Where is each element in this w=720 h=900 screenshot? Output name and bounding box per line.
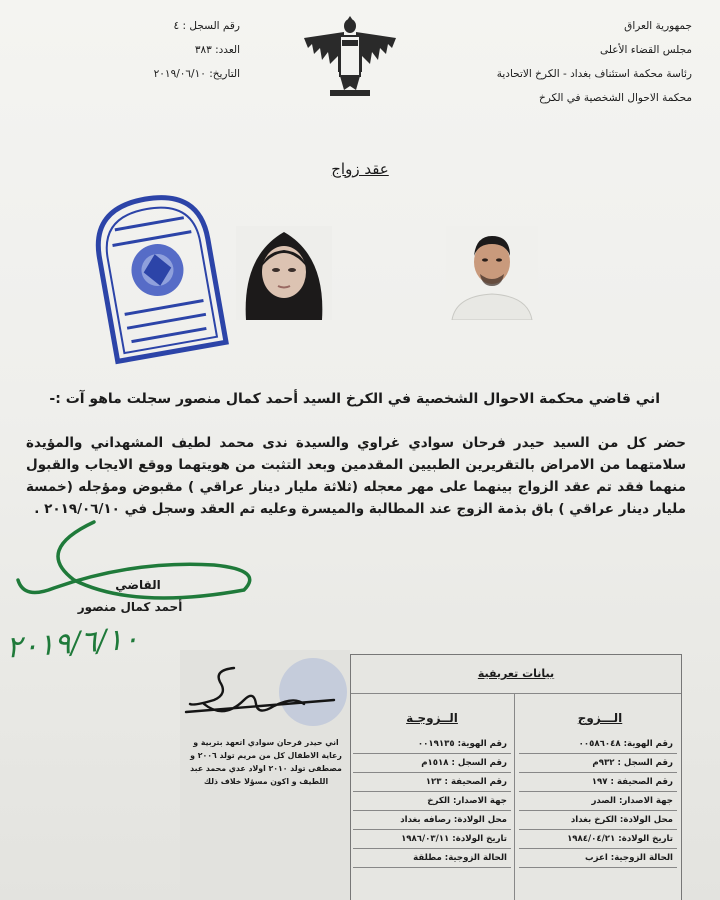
declaration-note: اني حيدر فرحان سوادي اتعهد بتربية و رعاية الاطفال كل من مريم تولد ٢٠٠٦ و مصطفى تولد ٢٠١٠ اولاد عدي محمد عبد اللطيف و اكون مسؤلا خلاف ذلك — [190, 738, 342, 786]
header-left — [80, 14, 240, 86]
judge-name: أحمد كمال منصور — [77, 600, 183, 614]
wife-header: الــزوجـة — [406, 711, 458, 725]
court-name: محكمة الاحوال الشخصية في الكرخ — [538, 92, 692, 104]
husband-issuer: جهة الاصدار: الصدر — [519, 792, 677, 811]
record-number: رقم السجل : ٤ — [173, 20, 240, 32]
iraq-eagle-emblem-icon — [300, 8, 400, 100]
husband-record-number: رقم السجل : ٩٣٢م — [519, 754, 677, 773]
wife-photo — [236, 226, 332, 320]
column-divider — [514, 693, 515, 900]
black-signature — [184, 660, 344, 730]
table-divider — [351, 693, 681, 694]
wife-birthdate: تاريخ الولادة: ١٩٨٦/٠٣/١١ — [353, 830, 511, 849]
husband-id-number: رقم الهوية: ٠٠٥٨٦٠٤٨ — [519, 735, 677, 754]
appeal-court-name: رئاسة محكمة استئناف بغداد - الكرخ الاتحادية — [496, 68, 692, 80]
judge-title: القاضي — [115, 578, 161, 592]
header-right — [422, 14, 692, 110]
wife-page-number: رقم الصحيفة : ١٢٣ — [353, 773, 511, 792]
court-stamp — [78, 178, 238, 368]
husband-birthplace: محل الولادة: الكرخ بغداد — [519, 811, 677, 830]
wife-birthplace: محل الولادة: رصافه بغداد — [353, 811, 511, 830]
document-number: العدد: ٣٨٣ — [194, 44, 240, 56]
document-title: عقد زواج — [331, 160, 389, 178]
handwritten-date-text: ٢٠١٩/٦/١٠ — [4, 621, 141, 666]
husband-page-number: رقم الصحيفة : ١٩٧ — [519, 773, 677, 792]
wife-issuer: جهة الاصدار: الكرخ — [353, 792, 511, 811]
document-date: التاريخ: ٢٠١٩/٠٦/١٠ — [153, 68, 240, 80]
council-name: مجلس القضاء الأعلى — [599, 44, 692, 56]
husband-header: الـــزوج — [577, 711, 623, 725]
wife-column — [353, 735, 511, 868]
husband-marital-status: الحالة الزوجية: اعزب — [519, 849, 677, 868]
husband-column — [519, 735, 677, 868]
table-title: بيانات تعريفية — [477, 667, 555, 680]
intro-statement: اني قاضي محكمة الاحوال الشخصية في الكرخ السيد أحمد كمال منصور سجلت ماهو آت :- — [49, 391, 660, 407]
country-name: جمهورية العراق — [624, 20, 692, 32]
husband-photo — [446, 226, 538, 320]
wife-marital-status: الحالة الزوجية: مطلقة — [353, 849, 511, 868]
contract-body: حضر كل من السيد حيدر فرحان سوادي غراوي والسيدة ندى محمد لطيف المشهداني والمؤيدة سلامتهما من الامراض بالتقريرين الطبيين المقدمين وبعد التثبت من هويتهما ووقع الايجاب والقبول منهما فقد تم عقد الزواج بينهما على مهر معجله (ثلاثة مليار دينار عراقي ) مقبوض ومؤجله (خمسة مليار دينار عراقي ) باق بذمة الزوج عند المطالبة والميسرة وعليه تم العقد وسجل في ٢٠١٩/٠٦/١٠ . — [26, 435, 686, 517]
identification-table — [350, 654, 682, 900]
husband-birthdate: تاريخ الولادة: ١٩٨٤/٠٤/٢١ — [519, 830, 677, 849]
wife-id-number: رقم الهوية: ٠٠١٩١٣٥ — [353, 735, 511, 754]
wife-record-number: رقم السجل : ١٥١٨م — [353, 754, 511, 773]
